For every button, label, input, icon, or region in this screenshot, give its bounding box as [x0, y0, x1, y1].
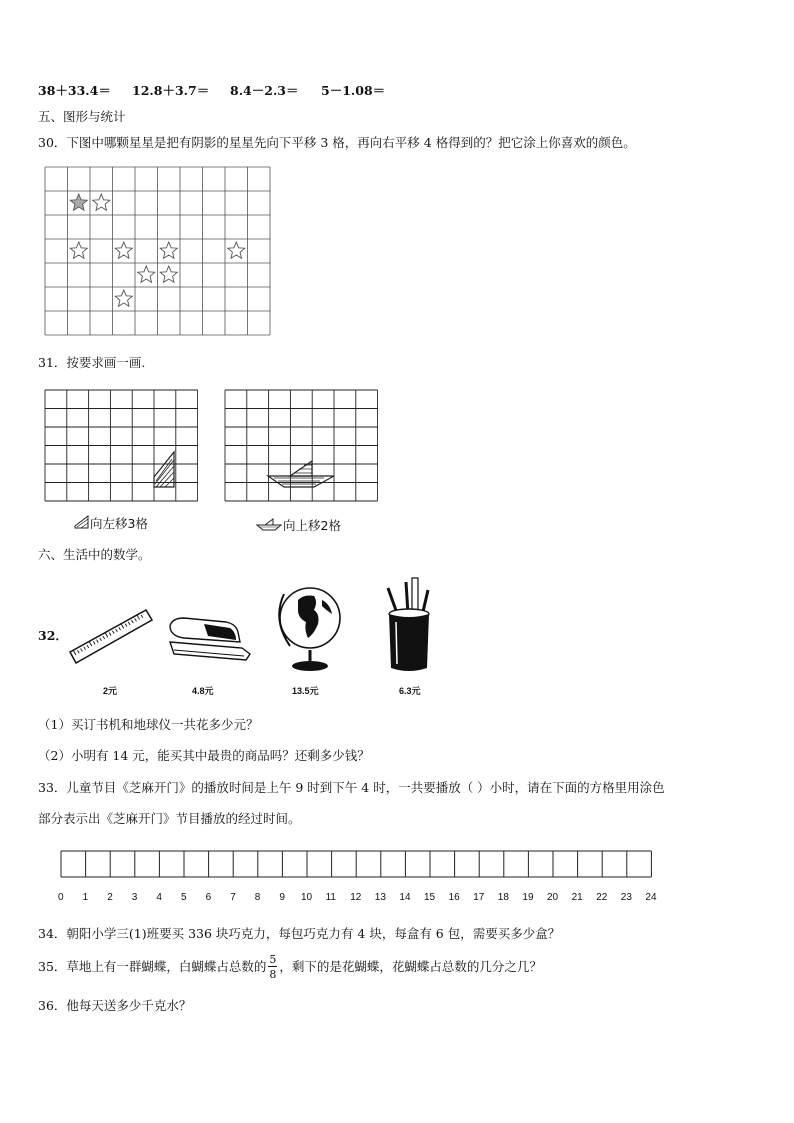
time-tick-17: 17 [473, 892, 485, 903]
q35-text [38, 954, 542, 980]
q32-number: 32． [38, 628, 68, 643]
time-tick-19: 19 [522, 892, 534, 903]
q32-sub1: （1）买订书机和地球仪一共花多少元？ [38, 717, 259, 732]
stapler-icon [164, 612, 254, 664]
q31-left-grid [44, 389, 198, 509]
time-strip [56, 848, 662, 878]
star [138, 266, 155, 282]
q31-caption-right: 向上移2格 [283, 518, 341, 533]
q31-right-grid [224, 389, 378, 509]
ruler-price: 2元 [103, 686, 118, 696]
time-tick-20: 20 [547, 892, 559, 903]
time-tick-3: 3 [131, 892, 138, 903]
section-6-title: 六、生活中的数学。 [38, 547, 151, 562]
time-tick-10: 10 [301, 892, 313, 903]
ruler-icon [66, 602, 156, 668]
time-tick-24: 24 [645, 892, 657, 903]
q35-fraction-numerator: 5 [269, 953, 277, 966]
pen-holder-icon [380, 576, 442, 676]
star [160, 242, 177, 258]
q32-sub2: （2）小明有 14 元，能买其中最贵的商品吗？还剩多少钱？ [38, 748, 370, 763]
globe-icon [274, 580, 346, 676]
q31-text: 31．按要求画一画. [38, 355, 146, 370]
small-flag-icon [73, 515, 91, 529]
left-hatched-flag [154, 452, 174, 487]
q35-fraction [268, 954, 277, 980]
right-hatched-boat [268, 461, 334, 487]
time-tick-18: 18 [497, 892, 509, 903]
time-tick-1: 1 [82, 892, 89, 903]
q33-line2: 部分表示出《芝麻开门》节目播放的经过时间。 [38, 811, 301, 826]
time-tick-13: 13 [374, 892, 386, 903]
time-tick-21: 21 [571, 892, 583, 903]
time-tick-22: 22 [596, 892, 608, 903]
calc-expression-1: 38＋33.4＝ [38, 83, 111, 98]
time-tick-5: 5 [181, 892, 187, 903]
calc-expression-4: 5－1.08＝ [321, 83, 386, 98]
time-tick-12: 12 [350, 892, 362, 903]
q33-line1: 33．儿童节目《芝麻开门》的播放时间是上午 9 时到下午 4 时，一共要播放（ ）小时，请在下面的方格里用涂色 [38, 780, 665, 795]
stapler-price: 4.8元 [192, 686, 214, 696]
time-tick-0: 0 [58, 892, 64, 903]
q30-text: 30．下图中哪颗星星是把有阴影的星星先向下平移 3 格，再向右平移 4 格得到的？把它涂上你喜欢的颜色。 [38, 135, 636, 150]
time-tick-8: 8 [254, 892, 261, 903]
time-tick-6: 6 [205, 892, 212, 903]
time-tick-16: 16 [448, 892, 460, 903]
section-5-title: 五、图形与统计 [38, 109, 126, 124]
time-tick-14: 14 [399, 892, 411, 903]
small-boat-icon [256, 517, 282, 531]
star [228, 242, 245, 258]
q35-before: 35．草地上有一群蝴蝶，白蝴蝶占总数的 [38, 958, 267, 974]
star [70, 242, 87, 258]
star [115, 242, 132, 258]
time-tick-15: 15 [424, 892, 436, 903]
globe-price: 13.5元 [292, 686, 319, 696]
q36-text: 36．他每天送多少千克水？ [38, 998, 192, 1013]
time-tick-11: 11 [325, 892, 336, 903]
q31-caption-left: 向左移3格 [90, 516, 148, 531]
time-tick-23: 23 [620, 892, 632, 903]
time-tick-2: 2 [107, 892, 113, 903]
shaded-star [70, 194, 87, 210]
pen-holder-price: 6.3元 [399, 686, 421, 696]
time-tick-4: 4 [156, 892, 162, 903]
star [160, 266, 177, 282]
q34-text: 34．朝阳小学三(1)班要买 336 块巧克力，每包巧克力有 4 块，每盒有 6 包，需要买多少盒？ [38, 926, 561, 941]
star [115, 290, 132, 306]
q35-fraction-denominator: 8 [269, 968, 277, 981]
q35-after: ，剩下的是花蝴蝶，花蝴蝶占总数的几分之几？ [279, 958, 542, 974]
star [93, 194, 110, 210]
calc-expression-2: 12.8＋3.7＝ [132, 83, 210, 98]
time-tick-9: 9 [279, 892, 285, 903]
time-tick-7: 7 [230, 892, 236, 903]
q30-star-grid [44, 166, 272, 338]
calc-expression-3: 8.4－2.3＝ [230, 83, 299, 98]
